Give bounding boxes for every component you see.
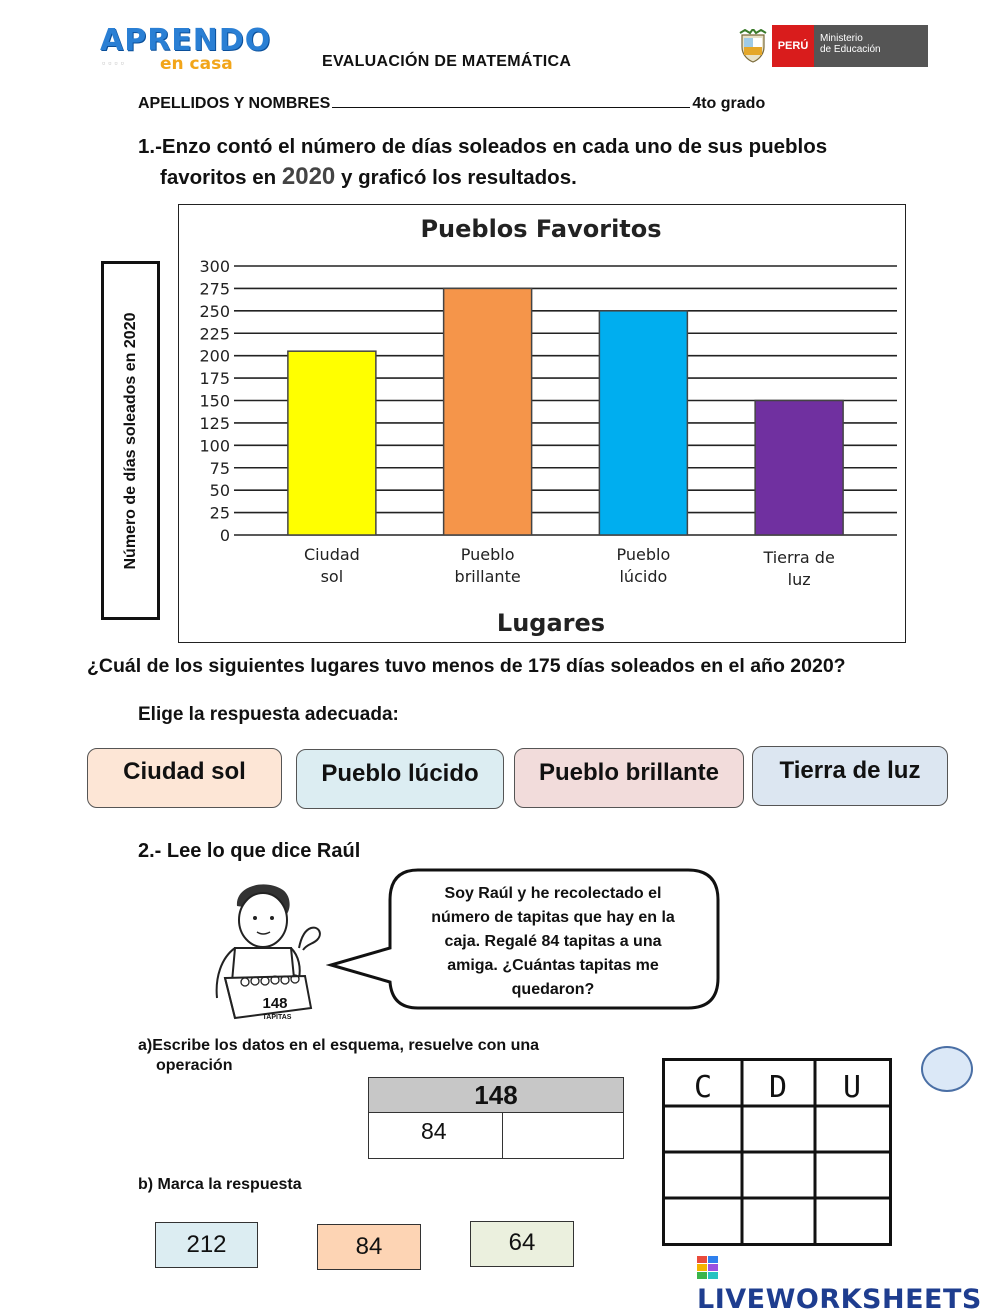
liveworksheets-logo: LIVEWORKSHEETS bbox=[697, 1253, 1000, 1315]
boy-illustration bbox=[195, 878, 335, 1028]
answer-64[interactable]: 64 bbox=[470, 1221, 574, 1267]
cdu-header-u: U bbox=[842, 1070, 862, 1105]
x-label-0-1: sol bbox=[320, 567, 344, 586]
y-tick-125: 125 bbox=[199, 413, 230, 433]
question-2-heading: 2.- Lee lo que dice Raúl bbox=[138, 840, 361, 862]
y-tick-50: 50 bbox=[209, 481, 230, 501]
name-blank[interactable] bbox=[332, 93, 690, 108]
y-tick-225: 225 bbox=[199, 324, 230, 344]
grade-label: 4to grado bbox=[692, 95, 766, 112]
y-tick-0: 0 bbox=[219, 526, 230, 545]
x-label-1-1: brillante bbox=[454, 567, 521, 586]
option-pueblo-lucido[interactable]: Pueblo lúcido bbox=[296, 749, 504, 809]
name-field bbox=[138, 93, 765, 113]
scheme-part-blank[interactable] bbox=[504, 1113, 622, 1158]
bar-chart bbox=[179, 205, 904, 641]
x-label-3-0: Tierra de bbox=[763, 548, 835, 567]
chart-frame bbox=[178, 204, 906, 643]
question-1 bbox=[138, 132, 928, 193]
y-tick-200: 200 bbox=[199, 346, 230, 366]
option-pueblo-brillante[interactable]: Pueblo brillante bbox=[514, 748, 744, 808]
name-label: APELLIDOS Y NOMBRES bbox=[138, 95, 331, 112]
y-tick-275: 275 bbox=[199, 279, 230, 299]
x-label-1-0: Pueblo bbox=[460, 545, 515, 564]
peru-label: PERÚ bbox=[772, 25, 814, 67]
ministry-label: Ministerio de Educación bbox=[814, 25, 928, 67]
part-whole-scheme bbox=[368, 1077, 624, 1159]
year: 2020 bbox=[281, 163, 336, 190]
instruction: Elige la respuesta adecuada: bbox=[138, 704, 399, 725]
x-axis-title: Lugares bbox=[496, 609, 606, 637]
x-label-0-0: Ciudad bbox=[303, 545, 360, 564]
answer-circle[interactable] bbox=[921, 1046, 973, 1092]
page-title: EVALUACIÓN DE MATEMÁTICA bbox=[322, 53, 572, 70]
bar-2 bbox=[599, 311, 687, 535]
option-ciudad-sol[interactable]: Ciudad sol bbox=[87, 748, 282, 808]
scheme-part-known: 84 bbox=[369, 1113, 503, 1158]
x-label-3-1: luz bbox=[787, 570, 811, 589]
bar-0 bbox=[288, 351, 376, 535]
minedu-logo bbox=[738, 25, 928, 67]
logo-dots: ▫▫▫▫ bbox=[102, 58, 127, 68]
part-a-instruction: a)Escribe los datos en el esquema, resuelve con una operación bbox=[138, 1037, 540, 1074]
x-label-2-0: Pueblo bbox=[616, 545, 671, 564]
y-tick-175: 175 bbox=[199, 369, 230, 389]
answer-84[interactable]: 84 bbox=[317, 1224, 421, 1270]
y-tick-150: 150 bbox=[199, 391, 230, 411]
y-tick-75: 75 bbox=[209, 458, 230, 478]
question-1-line2: favoritos en 2020 y graficó los resultados. bbox=[160, 163, 577, 190]
question-1-prompt: ¿Cuál de los siguientes lugares tuvo menos de 175 días soleados en el año 2020? bbox=[87, 655, 846, 677]
box-number: 148 bbox=[262, 995, 288, 1012]
bar-3 bbox=[755, 401, 843, 536]
y-axis-label-box bbox=[101, 261, 160, 620]
answer-212[interactable]: 212 bbox=[155, 1222, 258, 1268]
cdu-header-c: C bbox=[693, 1070, 713, 1105]
y-axis-label: Número de días soleados en 2020 bbox=[121, 312, 139, 569]
y-tick-25: 25 bbox=[209, 503, 230, 523]
y-tick-300: 300 bbox=[199, 257, 230, 276]
cdu-grid bbox=[665, 1061, 889, 1243]
box-caption: TAPITAS bbox=[262, 1014, 292, 1021]
en-casa-logo: en casa bbox=[160, 54, 233, 74]
scheme-total: 148 bbox=[369, 1078, 623, 1113]
option-tierra-de-luz[interactable]: Tierra de luz bbox=[752, 746, 948, 806]
part-b-instruction: b) Marca la respuesta bbox=[138, 1176, 302, 1193]
aprendo-logo: APRENDO bbox=[100, 23, 272, 58]
question-1-line1: 1.-Enzo contó el número de días soleados en cada uno de sus pueblos bbox=[138, 135, 828, 158]
chart-title: Pueblos Favoritos bbox=[420, 215, 662, 243]
cdu-header-d: D bbox=[768, 1070, 788, 1105]
y-tick-100: 100 bbox=[199, 436, 230, 456]
liveworksheets-blocks-icon bbox=[697, 1256, 719, 1280]
speech-text: Soy Raúl y he recolectado el número de tapitas que hay en la caja. Regalé 84 tapitas a una amiga. ¿Cuántas tapitas me quedaron? bbox=[431, 885, 675, 998]
coat-of-arms-icon bbox=[738, 29, 768, 63]
y-tick-250: 250 bbox=[199, 301, 230, 321]
x-label-2-1: lúcido bbox=[619, 567, 668, 586]
bar-1 bbox=[444, 288, 532, 535]
cdu-place-value-table bbox=[662, 1058, 892, 1246]
